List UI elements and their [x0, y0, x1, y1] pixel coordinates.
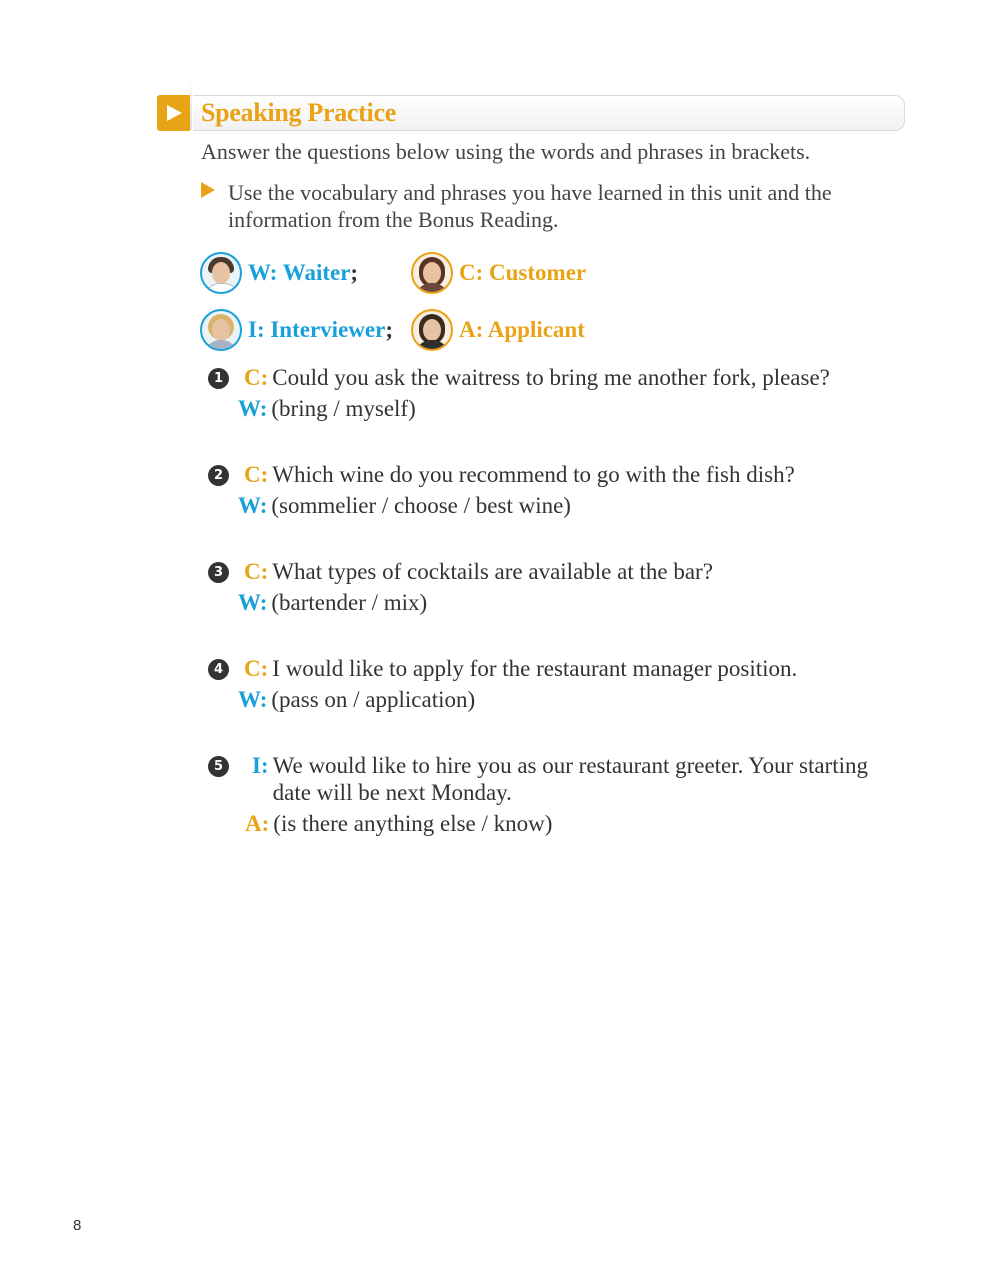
role-customer	[411, 249, 586, 297]
question-speaker: C:	[244, 559, 269, 584]
question-text: What types of cocktails are available at the bar?	[272, 559, 713, 584]
answer-line	[238, 589, 427, 616]
answer-speaker: W:	[238, 687, 268, 712]
answer-line	[238, 686, 475, 713]
answer-speaker: A:	[245, 811, 270, 836]
item-number: 2	[208, 465, 229, 486]
answer-line	[245, 810, 552, 837]
answer-prompt: (is there anything else / know)	[273, 811, 553, 836]
question-text: Which wine do you recommend to go with the fish dish?	[272, 462, 795, 487]
question-speaker: C:	[244, 462, 269, 487]
instruction-text: Answer the questions below using the words and phrases in brackets.	[201, 139, 811, 164]
role-separator: ;	[350, 260, 359, 285]
question-text: We would like to hire you as our restaurant greeter. Your starting date will be next Monday.	[272, 753, 868, 805]
customer-avatar-icon	[411, 252, 453, 294]
role-applicant	[411, 306, 585, 354]
answer-prompt: (sommelier / choose / best wine)	[271, 493, 571, 518]
question-text: I would like to apply for the restaurant manager position.	[272, 656, 798, 681]
play-arrow-icon	[157, 95, 190, 131]
question-text: Could you ask the waitress to bring me another fork, please?	[272, 365, 830, 390]
section-title: Speaking Practice	[201, 98, 396, 127]
applicant-avatar-icon	[411, 309, 453, 351]
question-line	[252, 752, 903, 806]
answer-speaker: W:	[238, 590, 268, 615]
role-waiter	[200, 249, 358, 297]
role-applicant-label: A: Applicant	[459, 317, 585, 342]
answer-prompt: (pass on / application)	[271, 687, 476, 712]
question-speaker: I:	[252, 753, 269, 778]
question-line	[244, 461, 795, 488]
role-waiter-label: W: Waiter	[248, 260, 351, 285]
role-interviewer-label: I: Interviewer	[248, 317, 386, 342]
question-line	[244, 655, 797, 682]
role-separator: ;	[385, 317, 393, 342]
interviewer-avatar-icon	[200, 309, 242, 351]
item-number: 4	[208, 659, 229, 680]
answer-line	[238, 492, 571, 519]
role-customer-label: C: Customer	[459, 260, 587, 285]
item-number: 5	[208, 756, 229, 777]
tip-text: Use the vocabulary and phrases you have learned in this unit and the information from the Bonus Reading.	[228, 180, 832, 232]
answer-prompt: (bartender / mix)	[271, 590, 428, 615]
page-number: 8	[73, 1217, 82, 1234]
tip-arrow-icon	[200, 181, 216, 204]
answer-prompt: (bring / myself)	[271, 396, 416, 421]
role-interviewer	[200, 306, 393, 354]
item-number: 1	[208, 368, 229, 389]
answer-speaker: W:	[238, 396, 268, 421]
waiter-avatar-icon	[200, 252, 242, 294]
answer-line	[238, 395, 416, 422]
question-line	[244, 364, 830, 391]
question-line	[244, 558, 713, 585]
question-speaker: C:	[244, 656, 269, 681]
item-number: 3	[208, 562, 229, 583]
question-speaker: C:	[244, 365, 269, 390]
answer-speaker: W:	[238, 493, 268, 518]
